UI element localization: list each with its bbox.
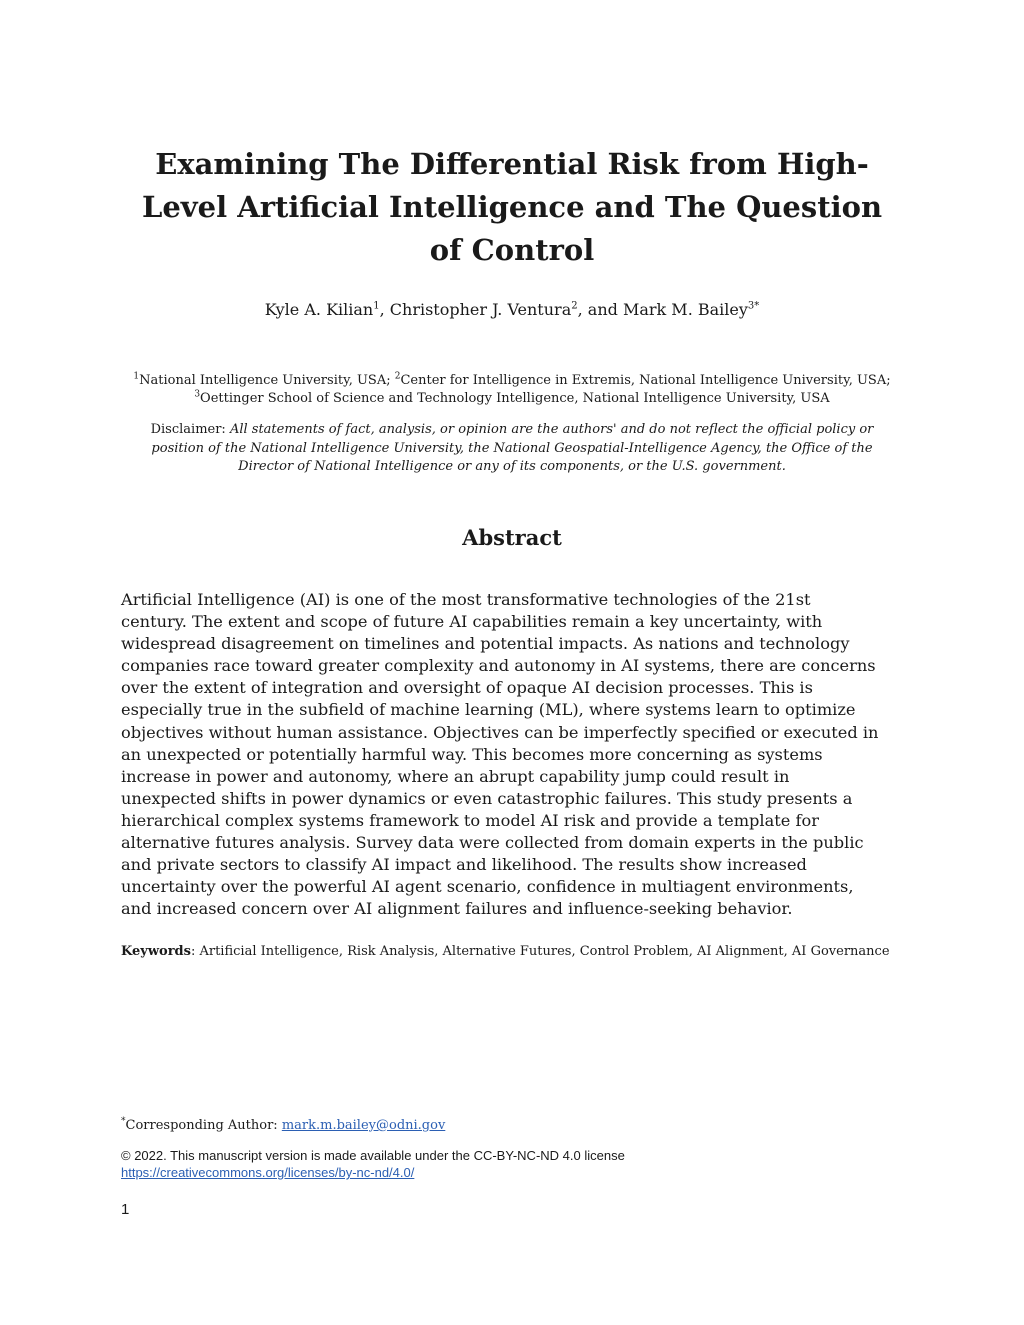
title-line: Examining The Differential Risk from High- xyxy=(155,147,869,181)
abstract-line: unexpected shifts in power dynamics or even catastrophic failures. This study presents a xyxy=(121,788,853,808)
affiliation-text: Center for Intelligence in Extremis, National Intelligence University, USA; xyxy=(400,373,891,388)
abstract-line: over the extent of integration and oversight of opaque AI decision processes. This is xyxy=(121,678,813,698)
abstract-line: and private sectors to classify AI impact and likelihood. The results show increased xyxy=(121,855,807,875)
abstract-line: objectives without human assistance. Objectives can be imperfectly specified or executed in xyxy=(121,722,879,742)
abstract-heading: Abstract xyxy=(462,525,562,550)
affiliation-mark: 1 xyxy=(133,371,140,382)
abstract-line: hierarchical complex systems framework to model AI risk and provide a template for xyxy=(121,810,819,830)
author-separator: , and xyxy=(577,300,623,319)
affiliations xyxy=(118,372,906,408)
abstract-line: an unexpected or potentially harmful way. This becomes more concerning as systems xyxy=(121,744,823,764)
license-notice xyxy=(121,1147,625,1181)
keywords-label: Keywords xyxy=(121,944,191,959)
corresponding-mark: * xyxy=(121,1116,126,1127)
title-line: Level Artificial Intelligence and The Question xyxy=(141,190,883,224)
abstract-line: and increased concern over AI alignment failures and influence-seeking behavior. xyxy=(121,899,793,919)
disclaimer-text: All statements of fact, analysis, or opinion are the authors' and do not reflect the official policy or position of the National Intelligence University, the National Geospatial-Intelligence Agency, the Office of the Director of National Intelligence or any of its components, or the U.S. government. xyxy=(151,422,874,474)
email-link[interactable]: mark.m.bailey@odni.gov xyxy=(281,1118,446,1133)
author-affiliation-mark: 3* xyxy=(747,300,760,312)
disclaimer-label: Disclaimer: xyxy=(150,422,230,437)
affiliation-text: Oettinger School of Science and Technology Intelligence, National Intelligence University, USA xyxy=(200,391,830,406)
author-list xyxy=(110,299,914,321)
abstract-line: increase in power and autonomy, where an abrupt capability jump could result in xyxy=(121,766,790,786)
affiliation-text: National Intelligence University, USA; xyxy=(139,373,395,388)
paper-title xyxy=(110,143,914,272)
corresponding-label: Corresponding Author: xyxy=(125,1118,282,1133)
license-text: © 2022. This manuscript version is made available under the CC-BY-NC-ND 4.0 license xyxy=(121,1148,625,1163)
disclaimer xyxy=(126,421,898,477)
keywords-text: : Artificial Intelligence, Risk Analysis, Alternative Futures, Control Problem, AI Alignment, AI Governance xyxy=(190,944,890,959)
abstract-line: century. The extent and scope of future AI capabilities remain a key uncertainty, with xyxy=(121,612,823,632)
affiliation-mark: 3 xyxy=(194,389,201,400)
author-name: Christopher J. Ventura xyxy=(389,300,572,319)
abstract-line: Artificial Intelligence (AI) is one of the most transformative technologies of the 21st xyxy=(121,590,811,609)
keywords xyxy=(121,942,901,961)
abstract-body xyxy=(121,589,901,920)
author-name: Mark M. Bailey xyxy=(622,300,748,319)
title-line: of Control xyxy=(429,233,595,267)
abstract-line: companies race toward greater complexity and autonomy in AI systems, there are concerns xyxy=(121,656,876,676)
page-number: 1 xyxy=(121,1201,130,1218)
license-link[interactable]: https://creativecommons.org/licenses/by-nc-nd/4.0/ xyxy=(121,1165,415,1180)
author-separator: , xyxy=(379,300,390,319)
corresponding-author xyxy=(121,1116,445,1135)
abstract-line: uncertainty over the powerful AI agent scenario, confidence in multiagent environments, xyxy=(121,877,854,897)
author-affiliation-mark: 1 xyxy=(373,300,380,312)
abstract-line: alternative futures analysis. Survey data were collected from domain experts in the public xyxy=(121,833,864,853)
author-name: Kyle A. Kilian xyxy=(264,300,374,319)
author-affiliation-mark: 2 xyxy=(571,300,578,312)
affiliation-mark: 2 xyxy=(394,371,401,382)
abstract-line: especially true in the subfield of machine learning (ML), where systems learn to optimize xyxy=(121,700,856,720)
abstract-line: widespread disagreement on timelines and potential impacts. As nations and technology xyxy=(121,634,850,654)
